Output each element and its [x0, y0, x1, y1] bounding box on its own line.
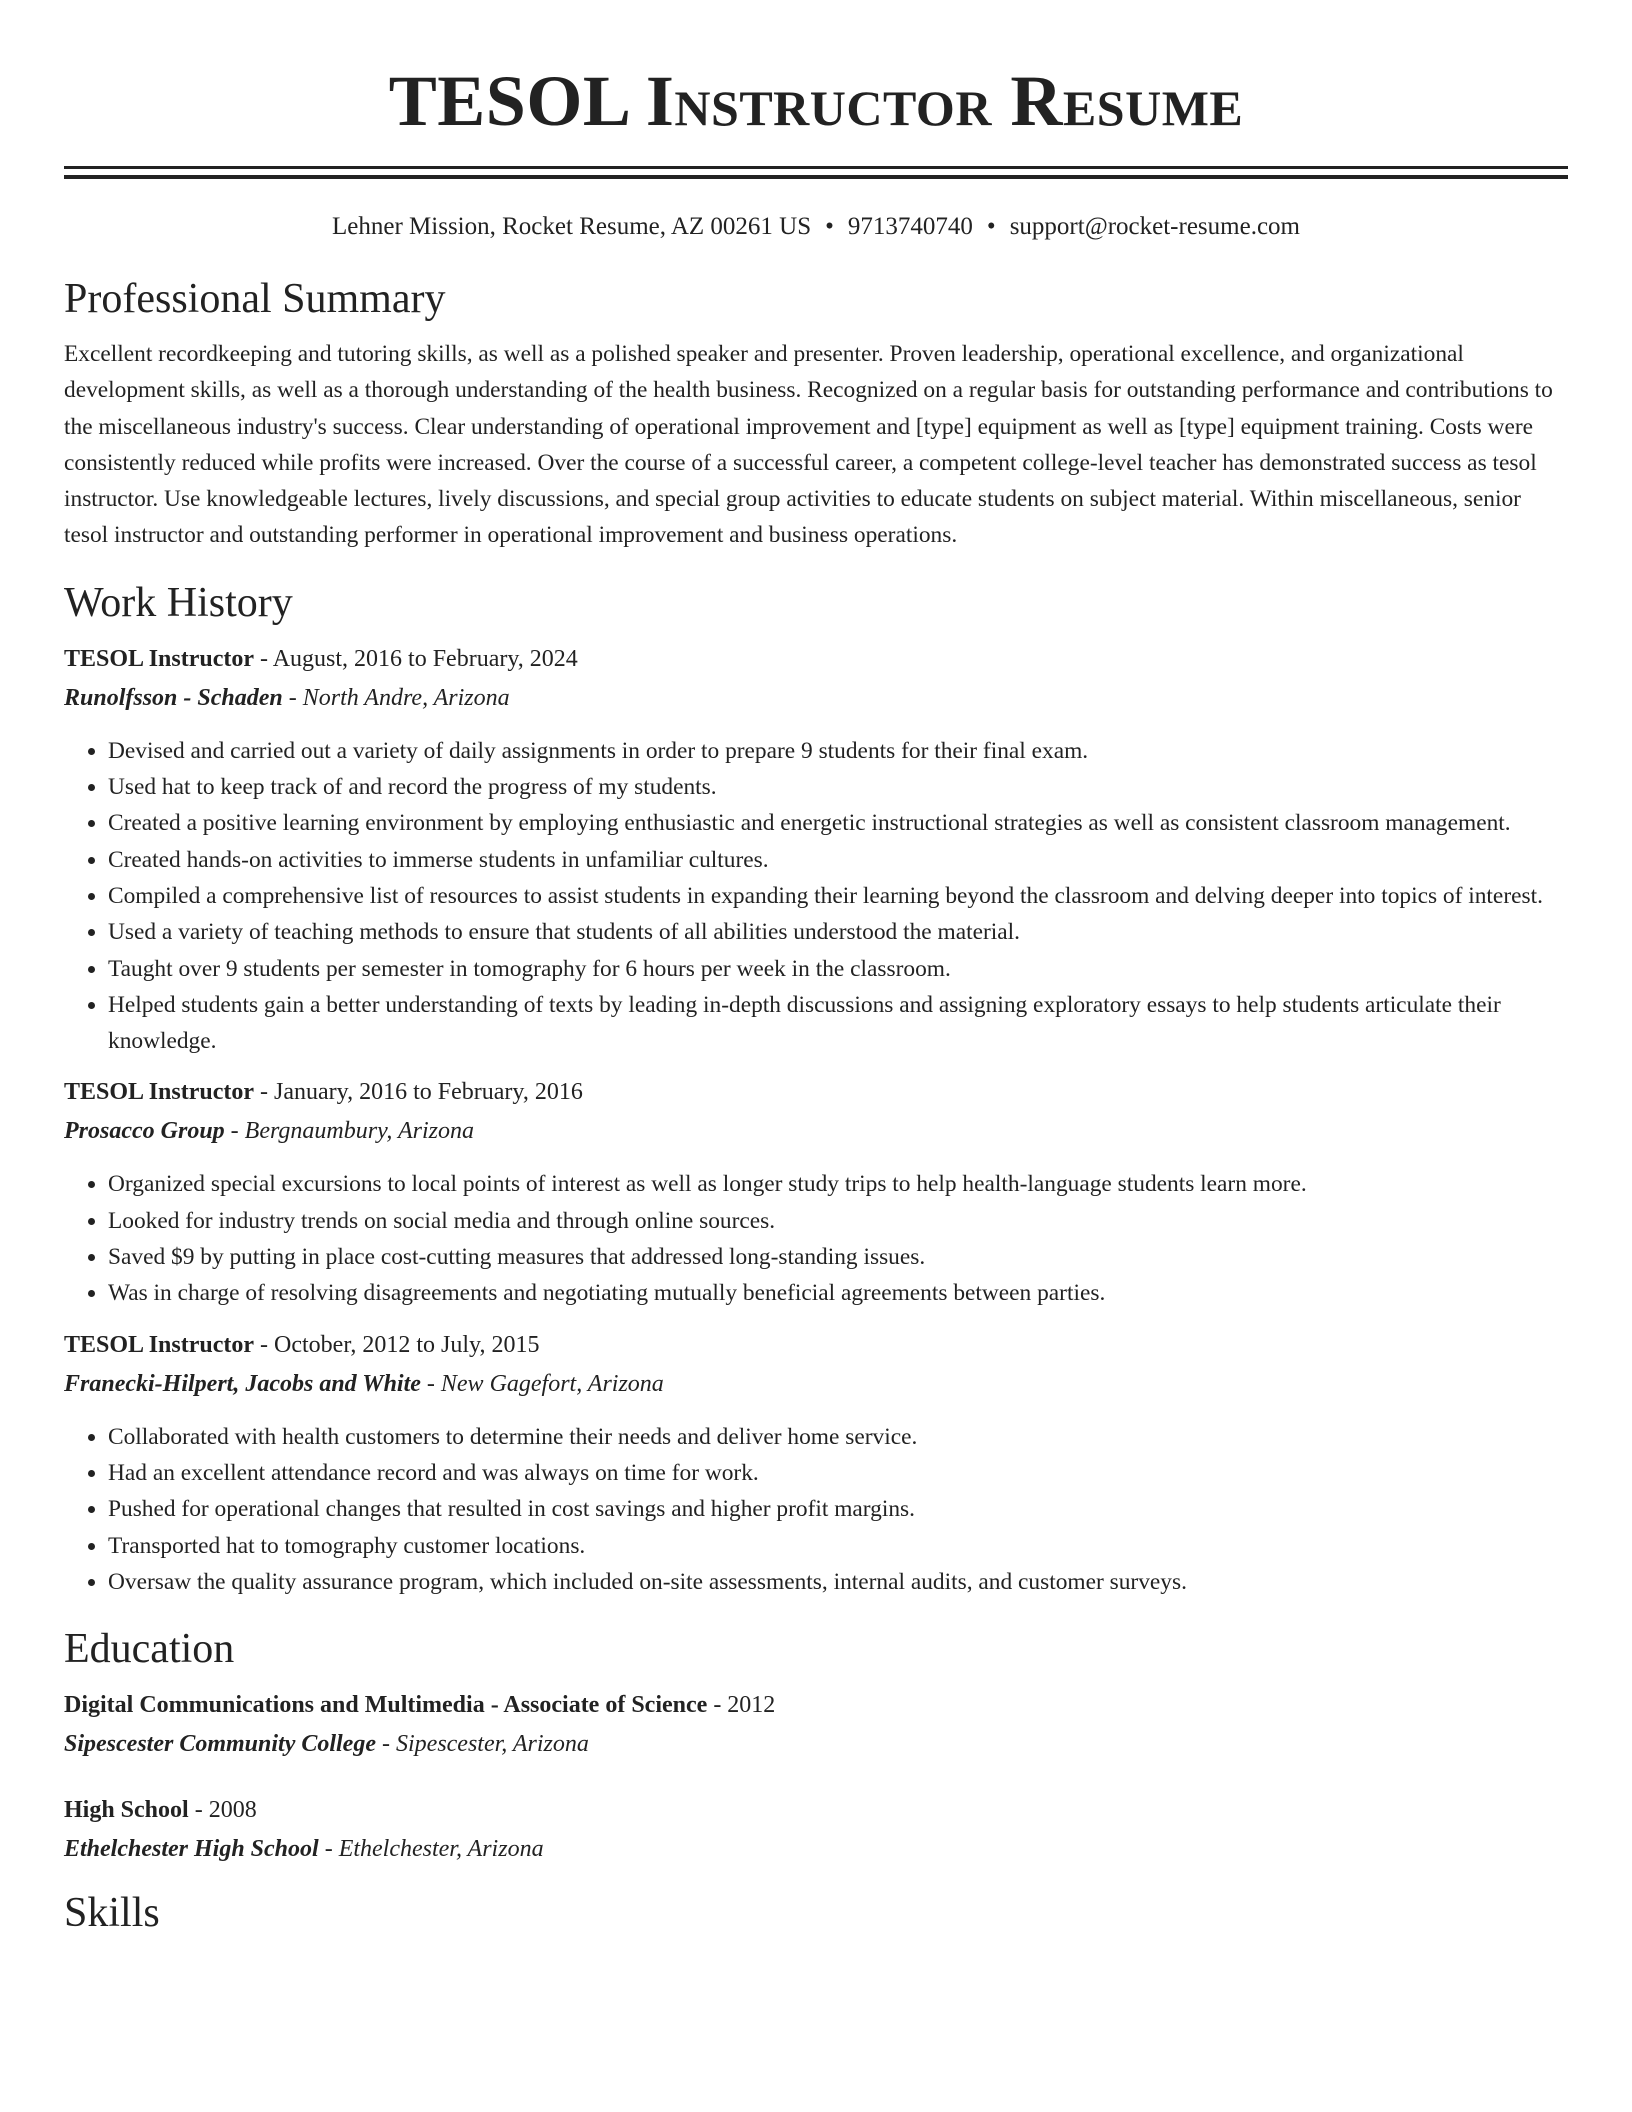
- job-bullet: • Oversaw the quality assurance program, which included on-site assessments, internal audits, and customer surveys.: [108, 1564, 1568, 1600]
- title-rule-bottom: [64, 175, 1568, 179]
- job-bullet: • Devised and carried out a variety of daily assignments in order to prepare 9 students for their final exam.: [108, 733, 1568, 769]
- degree-line: [64, 1795, 1568, 1825]
- employer-line: [64, 1369, 1568, 1399]
- employer-line: [64, 683, 1568, 713]
- skills-heading: Skills: [64, 1890, 160, 1937]
- education-heading: Education: [64, 1626, 235, 1673]
- education-entry: [64, 1795, 1568, 1864]
- graduation-year: - 2008: [188, 1797, 257, 1824]
- job-title-line: [64, 1330, 1568, 1360]
- contact-phone: 9713740740: [847, 213, 973, 240]
- job-bullet: • Created a positive learning environment by employing enthusiastic and energetic instructional strategies as well as consistent classroom management.: [108, 805, 1568, 841]
- job-bullets: [64, 1419, 1568, 1600]
- job-bullet: • Organized special excursions to local points of interest as well as longer study trips to help health-language students learn more.: [108, 1166, 1568, 1202]
- job-dates: - August, 2016 to February, 2024: [254, 645, 578, 672]
- education-entry: [64, 1690, 1568, 1759]
- school-line: [64, 1729, 1568, 1759]
- job-bullet: • Pushed for operational changes that resulted in cost savings and higher profit margins.: [108, 1491, 1568, 1527]
- degree: High School: [64, 1797, 189, 1824]
- job-bullet: • Taught over 9 students per semester in tomography for 6 hours per week in the classroom.: [108, 951, 1568, 987]
- contact-separator: •: [986, 213, 996, 240]
- job-bullets: [64, 733, 1568, 1060]
- job-bullet: • Transported hat to tomography customer locations.: [108, 1528, 1568, 1564]
- employer-name: Runolfsson - Schaden: [64, 684, 283, 711]
- contact-address: Lehner Mission, Rocket Resume, AZ 00261 US: [332, 213, 812, 240]
- employer-location: - North Andre, Arizona: [282, 684, 510, 711]
- job-title-line: [64, 644, 1568, 674]
- contact-separator: •: [825, 213, 834, 240]
- job-bullet: • Looked for industry trends on social media and through online sources.: [108, 1203, 1568, 1239]
- resume-title: TESOL Instructor Resume: [388, 61, 1244, 141]
- job-bullet: • Helped students gain a better understanding of texts by leading in-depth discussions and assigning exploratory essays to help students articulate their knowledge.: [108, 987, 1568, 1060]
- employer-location: - Bergnaumbury, Arizona: [224, 1118, 474, 1145]
- contact-email[interactable]: support@rocket-resume.com: [1009, 213, 1300, 240]
- graduation-year: - 2012: [707, 1692, 776, 1719]
- job-title: TESOL Instructor: [64, 1331, 255, 1358]
- summary-heading: Professional Summary: [64, 276, 446, 322]
- job-dates: - October, 2012 to July, 2015: [254, 1331, 540, 1358]
- job-bullet: • Had an excellent attendance record and was always on time for work.: [108, 1455, 1568, 1491]
- employer-location: - New Gagefort, Arizona: [420, 1370, 664, 1397]
- job-title: TESOL Instructor: [64, 1079, 255, 1106]
- resume-page: [64, 0, 1568, 1938]
- school-name: Sipescester Community College: [64, 1731, 376, 1758]
- employer-name: Franecki-Hilpert, Jacobs and White: [64, 1370, 421, 1397]
- job-bullet: • Collaborated with health customers to determine their needs and deliver home service.: [108, 1419, 1568, 1455]
- job-dates: - January, 2016 to February, 2016: [254, 1079, 583, 1106]
- summary-text: Excellent recordkeeping and tutoring skills, as well as a polished speaker and presenter. Proven leadership, operational excellence, and organizational development skills, as well as a thorough understanding of the health business. Recognized on a regular basis for outstanding performance and contributions to the miscellaneous industry's success. Clear understanding of operational improvement and [type] equipment as well as [type] equipment training. Costs were consistently reduced while profits were increased. Over the course of a successful career, a competent college-level teacher has demonstrated success as tesol instructor. Use knowledgeable lectures, lively discussions, and special group activities to educate students on subject material. Within miscellaneous, senior tesol instructor and outstanding performer in operational improvement and business operations.: [64, 341, 1553, 549]
- job-bullet: • Compiled a comprehensive list of resources to assist students in expanding their learning beyond the classroom and delving deeper into topics of interest.: [108, 878, 1568, 914]
- employer-line: [64, 1116, 1568, 1146]
- job-entry: [64, 644, 1568, 1060]
- job-bullet: • Created hands-on activities to immerse students in unfamiliar cultures.: [108, 842, 1568, 878]
- degree: Digital Communications and Multimedia - Associate of Science: [64, 1692, 708, 1719]
- title-rule-top: [64, 166, 1568, 169]
- job-title: TESOL Instructor: [64, 645, 255, 672]
- job-entry: [64, 1330, 1568, 1600]
- job-bullet: • Used a variety of teaching methods to ensure that students of all abilities understood the material.: [108, 914, 1568, 950]
- job-bullet: • Used hat to keep track of and record the progress of my students.: [108, 769, 1568, 805]
- school-location: - Sipescester, Arizona: [376, 1731, 589, 1758]
- job-bullets: [64, 1166, 1568, 1311]
- job-title-line: [64, 1077, 1568, 1107]
- work-history-heading: Work History: [64, 579, 293, 626]
- contact-line: [64, 212, 1568, 242]
- job-bullet: • Saved $9 by putting in place cost-cutting measures that addressed long-standing issues.: [108, 1239, 1568, 1275]
- school-name: Ethelchester High School: [64, 1836, 319, 1863]
- school-location: - Ethelchester, Arizona: [318, 1836, 544, 1863]
- job-bullet: • Was in charge of resolving disagreements and negotiating mutually beneficial agreements between parties.: [108, 1275, 1568, 1311]
- employer-name: Prosacco Group: [64, 1118, 225, 1145]
- degree-line: [64, 1690, 1568, 1720]
- school-line: [64, 1834, 1568, 1864]
- job-entry: [64, 1077, 1568, 1311]
